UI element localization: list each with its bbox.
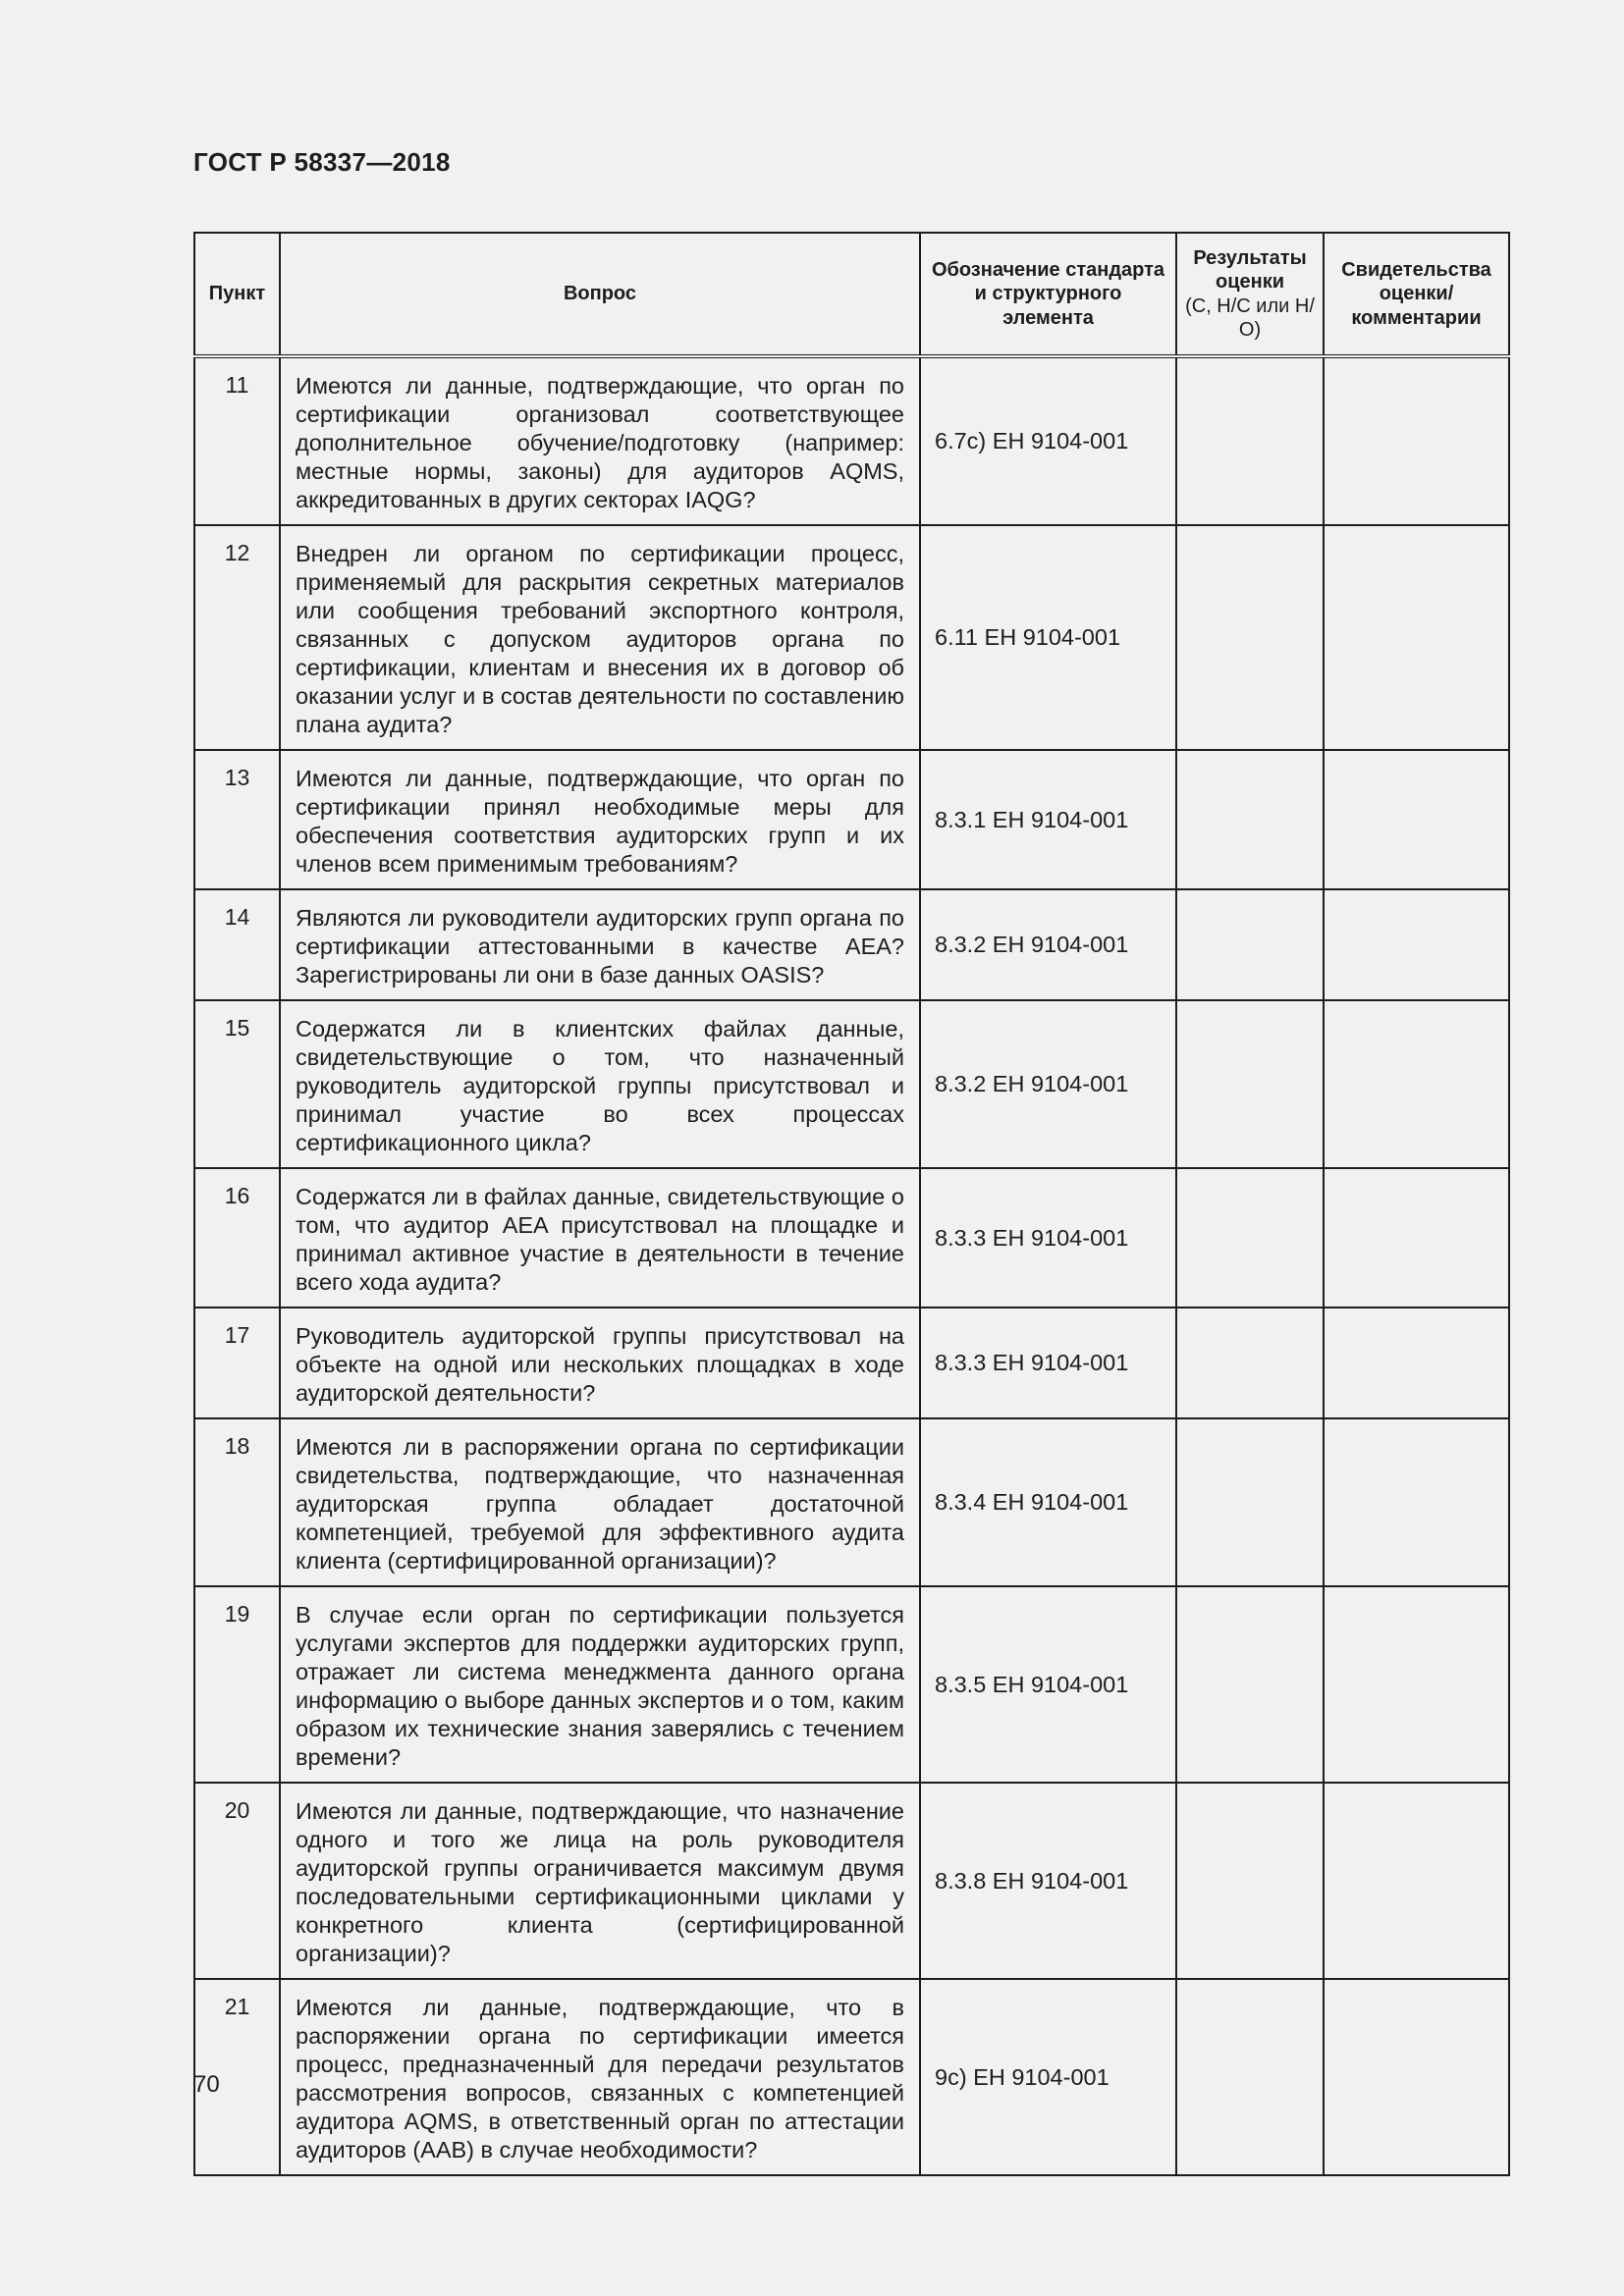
row-question: Имеются ли данные, подтверждающие, что в распоряжении органа по сертификации имеется процесс, предназначенный для передачи результатов рассмотрения вопросов, связанных с компетенцией аудитора AQMS, в ответственный орган по аттестации аудиторов (AAB) в случае необходимости? (280, 1979, 920, 2175)
row-question: Имеются ли данные, подтверждающие, что орган по сертификации принял необходимые меры для обеспечения соответствия аудиторских групп и их членов всем применимым требованиям? (280, 750, 920, 889)
col-header-standard: Обозначение стандарта и структурного элемента (920, 233, 1176, 356)
row-number: 21 (194, 1979, 280, 2175)
row-number: 20 (194, 1783, 280, 1979)
row-number: 12 (194, 525, 280, 750)
row-result (1176, 889, 1324, 1000)
row-standard: 8.3.3 ЕН 9104-001 (920, 1308, 1176, 1418)
table-row (194, 1168, 1509, 1308)
row-evidence (1324, 1168, 1509, 1308)
row-question: Руководитель аудиторской группы присутствовал на объекте на одной или нескольких площадках в ходе аудиторской деятельности? (280, 1308, 920, 1418)
row-number: 14 (194, 889, 280, 1000)
row-question: Являются ли руководители аудиторских групп органа по сертификации аттестованными в качестве AEA? Зарегистрированы ли они в базе данных OASIS? (280, 889, 920, 1000)
row-evidence (1324, 750, 1509, 889)
document-id: ГОСТ Р 58337—2018 (193, 147, 451, 177)
row-result (1176, 1000, 1324, 1168)
col-header-result-label: Результаты оценки (1193, 246, 1307, 293)
row-question: Содержатся ли в файлах данные, свидетельствующие о том, что аудитор AEA присутствовал на площадке и принимал активное участие в деятельности в течение всего хода аудита? (280, 1168, 920, 1308)
table-row (194, 1586, 1509, 1783)
row-question: Имеются ли данные, подтверждающие, что назначение одного и того же лица на роль руководителя аудиторской группы ограничивается максимум двумя последовательными сертификационными циклами у конкретного клиента (сертифицированной организации)? (280, 1783, 920, 1979)
row-evidence (1324, 1308, 1509, 1418)
row-question: Имеются ли данные, подтверждающие, что орган по сертификации организовал соответствующее дополнительное обучение/подготовку (например: местные нормы, законы) для аудиторов AQMS, аккредитованных в других секторах IAQG? (280, 356, 920, 525)
row-number: 16 (194, 1168, 280, 1308)
row-evidence (1324, 1418, 1509, 1586)
row-evidence (1324, 356, 1509, 525)
table-row (194, 889, 1509, 1000)
checklist-table (193, 232, 1510, 2176)
col-header-num: Пункт (194, 233, 280, 356)
table-row (194, 1979, 1509, 2175)
row-result (1176, 356, 1324, 525)
table-row (194, 1783, 1509, 1979)
row-standard: 6.11 ЕН 9104-001 (920, 525, 1176, 750)
row-evidence (1324, 525, 1509, 750)
row-evidence (1324, 1000, 1509, 1168)
row-evidence (1324, 1979, 1509, 2175)
row-standard: 8.3.5 ЕН 9104-001 (920, 1586, 1176, 1783)
row-evidence (1324, 1783, 1509, 1979)
col-header-evidence: Свидетельства оценки/ комментарии (1324, 233, 1509, 356)
row-question: Имеются ли в распоряжении органа по сертификации свидетельства, подтверждающие, что назначенная аудиторская группа обладает достаточной компетенцией, требуемой для эффективного аудита клиента (сертифицированной организации)? (280, 1418, 920, 1586)
row-number: 18 (194, 1418, 280, 1586)
row-standard: 8.3.3 ЕН 9104-001 (920, 1168, 1176, 1308)
row-result (1176, 1418, 1324, 1586)
row-evidence (1324, 889, 1509, 1000)
row-question: Содержатся ли в клиентских файлах данные, свидетельствующие о том, что назначенный руководитель аудиторской группы присутствовал и принимал участие во всех процессах сертификационного цикла? (280, 1000, 920, 1168)
row-standard: 8.3.2 ЕН 9104-001 (920, 889, 1176, 1000)
table-row (194, 750, 1509, 889)
row-number: 17 (194, 1308, 280, 1418)
row-result (1176, 1308, 1324, 1418)
page-number: 70 (193, 2071, 220, 2098)
row-result (1176, 1168, 1324, 1308)
col-header-question: Вопрос (280, 233, 920, 356)
col-header-result-hint: (С, Н/С или Н/О) (1185, 294, 1315, 341)
row-number: 19 (194, 1586, 280, 1783)
row-evidence (1324, 1586, 1509, 1783)
row-standard: 8.3.1 ЕН 9104-001 (920, 750, 1176, 889)
row-standard: 9c) ЕН 9104-001 (920, 1979, 1176, 2175)
row-result (1176, 750, 1324, 889)
row-number: 11 (194, 356, 280, 525)
row-number: 13 (194, 750, 280, 889)
row-number: 15 (194, 1000, 280, 1168)
row-question: В случае если орган по сертификации пользуется услугами экспертов для поддержки аудиторских групп, отражает ли система менеджмента данного органа информацию о выборе данных экспертов и о том, каким образом их технические знания заверялись с течением времени? (280, 1586, 920, 1783)
row-result (1176, 525, 1324, 750)
table-header-row (194, 233, 1509, 356)
table-row (194, 356, 1509, 525)
table-row (194, 525, 1509, 750)
col-header-result (1176, 233, 1324, 356)
row-question: Внедрен ли органом по сертификации процесс, применяемый для раскрытия секретных материалов или сообщения требований экспортного контроля, связанных с допуском аудиторов органа по сертификации, клиентам и внесения их в договор об оказании услуг и в состав деятельности по составлению плана аудита? (280, 525, 920, 750)
row-result (1176, 1586, 1324, 1783)
row-result (1176, 1979, 1324, 2175)
table-row (194, 1000, 1509, 1168)
table-row (194, 1418, 1509, 1586)
row-standard: 8.3.4 ЕН 9104-001 (920, 1418, 1176, 1586)
row-result (1176, 1783, 1324, 1979)
row-standard: 8.3.8 ЕН 9104-001 (920, 1783, 1176, 1979)
row-standard: 8.3.2 ЕН 9104-001 (920, 1000, 1176, 1168)
table-row (194, 1308, 1509, 1418)
row-standard: 6.7c) ЕН 9104-001 (920, 356, 1176, 525)
